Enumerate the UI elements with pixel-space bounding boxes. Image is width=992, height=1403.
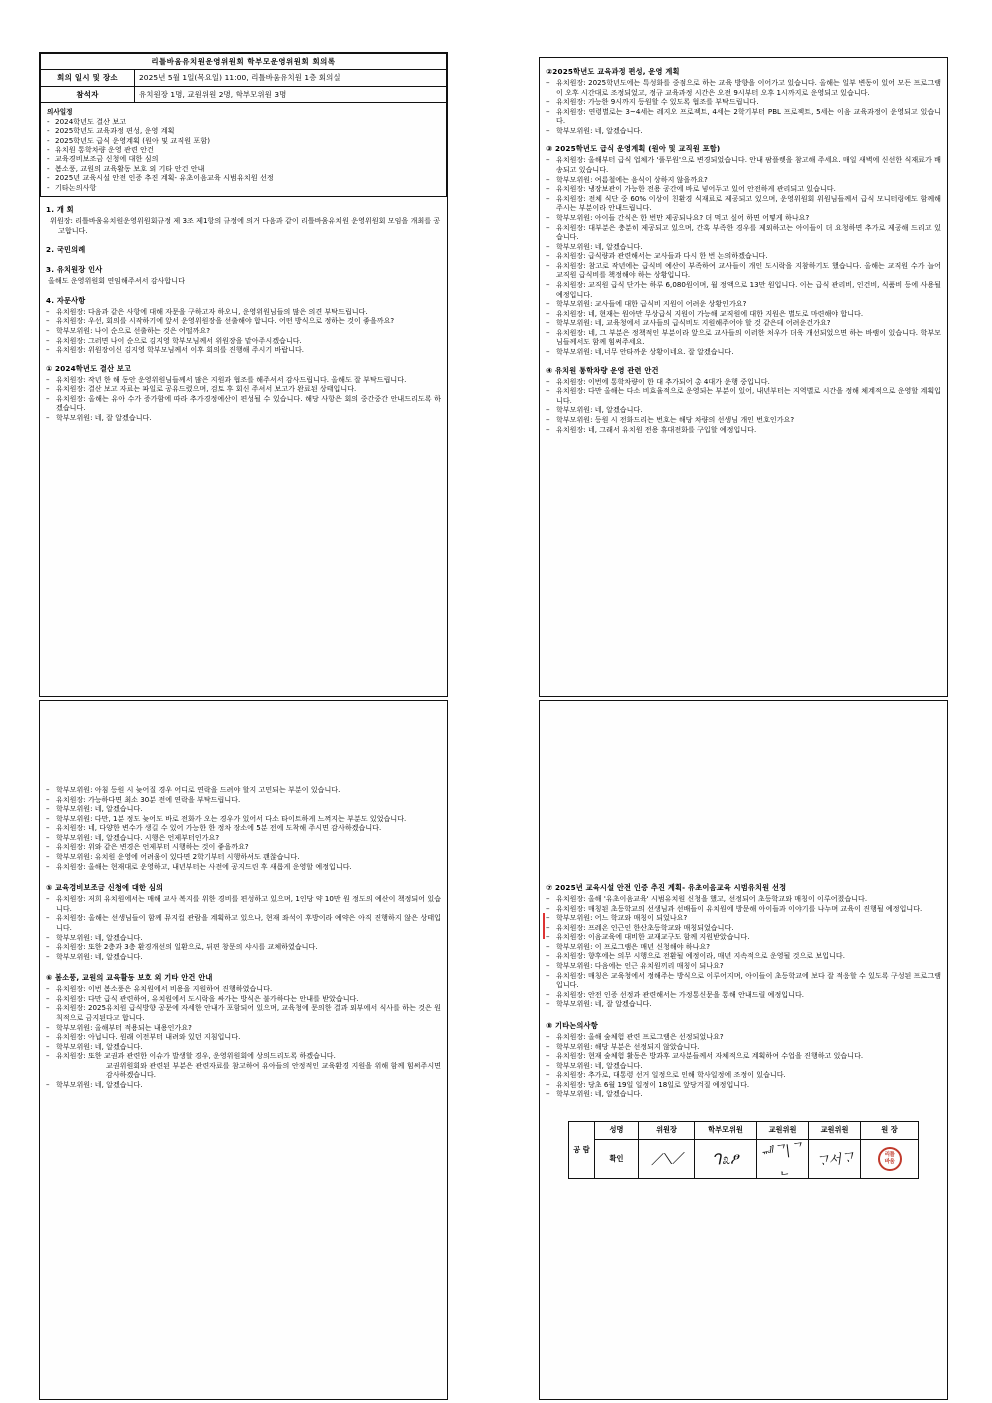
dialogue-line: – 학부모위원: 네, 알겠습니다. bbox=[46, 1080, 441, 1090]
agenda-item: - 2025학년도 급식 운영계획 (원아 및 교직원 포함) bbox=[46, 136, 441, 145]
dialogue-line: – 학부모위원: 등원 시 전화드리는 번호는 해당 차량의 선생님 개인 번호인가요? bbox=[546, 415, 941, 425]
section-heading-education-subsidy: ⑤ 교육경비보조금 신청에 대한 심의 bbox=[46, 883, 164, 893]
section-heading-opening: 1. 개 회 bbox=[46, 205, 74, 215]
dialogue-line: – 학부모위원: 네, 알겠습니다. bbox=[546, 405, 941, 415]
signature-side-label: 공 람 bbox=[569, 1121, 595, 1178]
dialogue-line: – 유치원장: 전체 식단 중 60% 이상이 친환경 식재료로 제공되고 있으며, 운영위원회 위원님들께서 급식 모니터링에도 함께해 주시는 부분이라 안내드립니다. bbox=[546, 194, 941, 213]
dialogue-line: – 학부모위원: 네, 알겠습니다. bbox=[546, 1061, 941, 1071]
dialogue-line: – 유치원장: 냉장보관이 가능한 전용 공간에 바로 넣어두고 있어 안전하게 관리되고 있습니다. bbox=[546, 184, 941, 194]
dialogue-line: – 유치원장: 위원장이신 김지영 학부모님께서 이후 회의를 진행해 주시기 바랍니다. bbox=[46, 345, 441, 355]
dialogue-line: – 학부모위원: 네, 알겠습니다. bbox=[46, 933, 441, 943]
dialogue-line: – 유치원장: 아닙니다. 원래 이전부터 내려와 있던 지침입니다. bbox=[46, 1032, 441, 1042]
section-heading-other-matters: ⑧ 기타논의사항 bbox=[546, 1020, 598, 1030]
page-1-body bbox=[40, 197, 447, 428]
section-heading-curriculum: ②2025학년도 교육과정 편성, 운영 계획 bbox=[546, 67, 680, 76]
dialogue-line: – 학부모위원: 네, 알겠습니다. bbox=[46, 952, 441, 962]
dialogue-line: – 학부모위원: 아이들 간식은 한 번만 제공되나요? 더 먹고 싶어 하면 어떻게 하나요? bbox=[546, 213, 941, 223]
dialogue-line: – 학부모위원: 네, 잘 알겠습니다. bbox=[46, 413, 441, 423]
agenda-item: - 유치원 통학차량 운영 관련 안건 bbox=[46, 145, 441, 154]
signature-block bbox=[568, 1121, 935, 1179]
meta-value-attendees: 유치원장 1명, 교원위원 2명, 학부모위원 3명 bbox=[135, 86, 447, 102]
page-3-body bbox=[40, 701, 447, 1096]
handwritten-signature: ᆐᄀ|ᄀᆫ bbox=[759, 1141, 804, 1179]
dialogue-list-school-bus bbox=[546, 377, 941, 434]
dialogue-line: – 학부모위원: 올해부터 적용되는 내용인가요? bbox=[46, 1023, 441, 1033]
dialogue-list-spring-picnic bbox=[46, 984, 441, 1089]
handwritten-signature: ⟋⟍⟋ bbox=[650, 1149, 683, 1169]
dialogue-line: – 유치원장: 매칭된 초등학교의 선생님과 선배들이 유치원에 방문해 아이들과 이야기를 나누며 교육이 진행될 예정입니다. bbox=[546, 904, 941, 914]
dialogue-line-continuation: 교권위원회와 관련된 부분은 관련자료를 참고하여 유아들의 안정적인 교육환경 지원을 위해 함께 힘써주시면 감사하겠습니다. bbox=[106, 1060, 441, 1080]
dialogue-line: – 학부모위원: 네, 알겠습니다. bbox=[546, 1089, 941, 1099]
page-title: 리틀바움유치원운영위원회 학부모운영위원회 회의록 bbox=[41, 54, 447, 70]
signature-mark-parent-member bbox=[695, 1139, 757, 1178]
dialogue-line: – 유치원장: 안전 인증 선정과 관련해서는 가정통신문을 통해 안내드릴 예정입니다. bbox=[546, 990, 941, 1000]
dialogue-line: – 유치원장: 위와 같은 변경은 언제부터 시행하는 것이 좋을까요? bbox=[46, 842, 441, 852]
page-3 bbox=[39, 700, 448, 1400]
dialogue-line: – 유치원장: 올해는 유아 수가 증가함에 따라 추가경정예산이 편성될 수 있습니다. 해당 사항은 회의 중간중간 안내드리도록 하겠습니다. bbox=[46, 394, 441, 413]
dialogue-line: – 유치원장: 이번에 통학차량이 한 대 추가되어 총 4대가 운행 중입니다. bbox=[546, 377, 941, 387]
dialogue-line: – 유치원장: 결산 보고 자료는 파일로 공유드렸으며, 검토 후 회신 주셔서 보고가 완료된 상태입니다. bbox=[46, 384, 441, 394]
section-heading-meal-plan: ③ 2025학년도 급식 운영계획 (원아 및 교직원 포함) bbox=[546, 144, 721, 154]
meta-label-datetime: 회의 일시 및 장소 bbox=[41, 70, 135, 86]
dialogue-list-safety-certification bbox=[546, 894, 941, 1009]
dialogue-line: – 학부모위원: 네, 잘 알겠습니다. bbox=[546, 999, 941, 1009]
meta-value-datetime: 2025년 5월 1일(목요일) 11:00, 리틀바움유치원 1층 회의실 bbox=[135, 70, 447, 86]
dialogue-line: – 학부모위원: 유치원 운영에 어려움이 있다면 2학기부터 시행하셔도 괜찮습니다. bbox=[46, 852, 441, 862]
dialogue-line: – 유치원장: 작년 한 해 동안 운영위원님들께서 많은 지원과 협조를 해주셔서 감사드립니다. 올해도 잘 부탁드립니다. bbox=[46, 375, 441, 385]
signature-col-chairperson: 위원장 bbox=[639, 1121, 695, 1139]
section-heading-school-bus: ④ 유치원 통학차량 운영 관련 안건 bbox=[546, 365, 659, 375]
dialogue-line: – 유치원장: 가능하다면 최소 30분 전에 연락을 부탁드립니다. bbox=[46, 795, 441, 805]
dialogue-line: – 유치원장: 네, 다양한 변수가 생길 수 있어 가능한 한 정차 장소에 5분 전에 도착해 주시면 감사하겠습니다. bbox=[46, 823, 441, 833]
document-header-table bbox=[40, 53, 447, 103]
section-text-principal-greeting: 올해도 운영위원회 연임해주셔서 감사합니다 bbox=[48, 276, 185, 286]
dialogue-line: – 유치원장: 가능한 9시까지 등원할 수 있도록 협조를 부탁드립니다. bbox=[546, 97, 941, 107]
dialogue-line: – 유치원장: 또한 2층과 3층 환경개선의 일환으로, 뒤편 창문의 샤시를 교체하였습니다. bbox=[46, 942, 441, 952]
signature-mark-teacher-member-2 bbox=[809, 1139, 861, 1178]
dialogue-line: – 유치원장: 매칭은 교육청에서 정해주는 방식으로 이루어지며, 아이들이 초등학교에 보다 잘 적응할 수 있도록 구성된 프로그램입니다. bbox=[546, 971, 941, 990]
dialogue-line: – 유치원장: 다만 급식 관련하여, 유치원에서 도시락을 싸가는 방식은 불가하다는 안내를 받았습니다. bbox=[46, 994, 441, 1004]
page-2 bbox=[539, 57, 948, 697]
signature-col-name: 성명 bbox=[595, 1121, 639, 1139]
dialogue-line: – 학부모위원: 이 프로그램은 매년 신청해야 하나요? bbox=[546, 942, 941, 952]
dialogue-line: – 학부모위원: 네, 교육청에서 교사들의 급식비도 지원해주어야 할 것 같은데 어려운건가요? bbox=[546, 318, 941, 328]
page-4-body bbox=[540, 701, 947, 1185]
dialogue-line: – 유치원장: 올해는 선생님들이 함께 뮤지컬 관람을 계획하고 있으나, 현재 좌석이 후방이라 예약은 아직 진행하지 않은 상태입니다. bbox=[46, 913, 441, 932]
dialogue-line: – 학부모위원: 나이 순으로 선출하는 것은 어떨까요? bbox=[46, 326, 441, 336]
signature-table bbox=[568, 1121, 919, 1179]
agenda-title: 의사일정 bbox=[47, 107, 73, 116]
dialogue-line: – 학부모위원: 네, 알겠습니다. bbox=[546, 242, 941, 252]
dialogue-line: – 학부모위원: 네, 알겠습니다. bbox=[46, 804, 441, 814]
signature-col-principal: 원 장 bbox=[861, 1121, 919, 1139]
dialogue-line: – 유치원장: 대부분은 충분히 제공되고 있으며, 간혹 부족한 경우를 제외하고는 아이들이 더 요청하면 추가로 제공해 드리고 있습니다. bbox=[546, 223, 941, 242]
dialogue-line: – 유치원장: 이번 봄소풍은 유치원에서 비용을 지원하여 진행하였습니다. bbox=[46, 984, 441, 994]
section-heading-advisory: 4. 자문사항 bbox=[46, 295, 86, 305]
dialogue-line: – 학부모위원: 네, 알겠습니다. bbox=[546, 126, 941, 136]
agenda-item: - 2024학년도 결산 보고 bbox=[46, 117, 441, 126]
signature-col-teacher-member-1: 교원위원 bbox=[757, 1121, 809, 1139]
dialogue-line: – 학부모위원: 여름철에는 음식이 상하지 않을까요? bbox=[546, 175, 941, 185]
agenda-block bbox=[40, 103, 447, 197]
dialogue-line: – 유치원장: 이음교육에 대비한 교재교구도 함께 지원받았습니다. bbox=[546, 932, 941, 942]
dialogue-line: – 유치원장: 당초 6월 19일 일정이 18일로 앞당겨질 예정입니다. bbox=[546, 1080, 941, 1090]
dialogue-line: – 학부모위원: 아침 등원 시 늦어질 경우 어디로 연락을 드려야 할지 고민되는 부분이 있습니다. bbox=[46, 785, 441, 795]
dialogue-line: – 학부모위원: 다만, 1분 정도 늦어도 바로 전화가 오는 경우가 있어서 다소 타이트하게 느껴지는 부분도 있었습니다. bbox=[46, 814, 441, 824]
dialogue-line: – 학부모위원: 어느 학교와 매칭이 되었나요? bbox=[546, 913, 941, 923]
dialogue-list-settlement bbox=[46, 375, 441, 423]
dialogue-line: – 유치원장: 교직원 급식 단가는 하루 6,080원이며, 월 정액으로 13만 원입니다. 이는 급식 관리비, 인건비, 식품비 등에 사용될 예정입니다. bbox=[546, 280, 941, 299]
agenda-item: - 2025년 교육시설 안전 인증 추진 계획- 유초이음교육 시범유치원 선정 bbox=[46, 173, 441, 182]
agenda-item: - 기타논의사항 bbox=[46, 183, 441, 192]
dialogue-line: – 유치원장: 다만 올해는 다소 비효율적으로 운영되는 부분이 있어, 내년부터는 지역별로 시간을 정해 체계적으로 운영할 계획입니다. bbox=[546, 386, 941, 405]
dialogue-line: – 유치원장: 다음과 같은 사항에 대해 자문을 구하고자 하오니, 운영위원님들의 많은 의견 부탁드립니다. bbox=[46, 307, 441, 317]
dialogue-line: – 유치원장: 올해부터 급식 업체가 '풀무원'으로 변경되었습니다. 안내 팜플렛을 참고해 주세요. 매일 새벽에 신선한 식재료가 배송되고 있습니다. bbox=[546, 155, 941, 174]
agenda-list bbox=[46, 117, 441, 192]
signature-mark-teacher-member-1 bbox=[757, 1139, 809, 1178]
dialogue-line: – 유치원장: 연령별로는 3~4세는 레지오 프로젝트, 4세는 2학기부터 PBL 프로젝트, 5세는 이음 교육과정이 운영되고 있습니다. bbox=[546, 107, 941, 126]
dialogue-line: – 학부모위원: 네, 알겠습니다. 시행은 언제부터인가요? bbox=[46, 833, 441, 843]
agenda-item: - 2025학년도 교육과정 편성, 운영 계획 bbox=[46, 126, 441, 135]
meta-label-attendees: 참석자 bbox=[41, 86, 135, 102]
dialogue-line: – 유치원장: 저희 유치원에서는 매해 교사 복지를 위한 경비를 편성하고 있으며, 1인당 약 10만 원 정도의 예산이 책정되어 있습니다. bbox=[46, 894, 441, 913]
dialogue-list-advisory bbox=[46, 307, 441, 355]
section-heading-safety-certification: ⑦ 2025년 교육시설 안전 인증 추진 계획- 유초이음교육 시범유치원 선정 bbox=[546, 883, 787, 892]
section-text-opening: 위원장: 리틀바움유치원운영위원회규정 제 3조 제1항의 규정에 의거 다음과 같이 리틀바움유치원 운영위원회 모임을 개최를 공고합니다. bbox=[50, 216, 441, 235]
dialogue-list-education-subsidy bbox=[46, 894, 441, 961]
dialogue-line: – 유치원장: 네, 현재는 원아만 무상급식 지원이 가능해 교직원에 대한 지원은 별도로 마련해야 합니다. bbox=[546, 309, 941, 319]
signature-stamp-principal bbox=[861, 1139, 919, 1178]
section-heading-national-ceremony: 2. 국민의례 bbox=[46, 245, 86, 255]
agenda-item: - 교육경비보조금 신청에 대한 심의 bbox=[46, 154, 441, 163]
dialogue-list-other-matters bbox=[546, 1032, 941, 1099]
dialogue-line: – 학부모위원: 네,너무 안타까운 상황이네요. 잘 알겠습니다. bbox=[546, 347, 941, 357]
signature-col-parent-member: 학부모위원 bbox=[695, 1121, 757, 1139]
dialogue-line: – 학부모위원: 네, 알겠습니다. bbox=[46, 1042, 441, 1052]
page-4 bbox=[539, 700, 948, 1400]
dialogue-line: – 유치원장: 네, 그래서 유치원 전용 휴대전화를 구입할 예정입니다. bbox=[546, 425, 941, 435]
dialogue-line: – 학부모위원: 다음에는 인근 유치원끼리 매칭이 되나요? bbox=[546, 961, 941, 971]
dialogue-line: – 학부모위원: 교사들에 대한 급식비 지원이 어려운 상황인가요? bbox=[546, 299, 941, 309]
dialogue-line: – 유치원장: 2025학년도에는 특성화를 중점으로 하는 교육 방향을 이어가고 있습니다. 올해는 일부 변동이 있어 모든 프로그램이 오후 시간대로 조정되었고, 정규 교육과정 시간은 오전 9시부터 오후 1시까지로 운영되고 있습니다. bbox=[546, 78, 941, 97]
signature-col-teacher-member-2: 교원위원 bbox=[809, 1121, 861, 1139]
dialogue-line: – 학부모위원: 해당 부분은 선정되지 않았습니다. bbox=[546, 1042, 941, 1052]
official-seal-stamp: 리틀 바움 bbox=[878, 1147, 902, 1171]
page-2-body bbox=[540, 58, 947, 440]
section-heading-settlement-report: ① 2024학년도 결산 보고 bbox=[46, 363, 132, 373]
section-heading-spring-picnic: ⑥ 봄소풍, 교원의 교육활동 보호 외 기타 안건 안내 bbox=[46, 973, 213, 983]
section-heading-principal-greeting: 3. 유치원장 인사 bbox=[46, 265, 103, 275]
agenda-item: - 봄소풍, 교원의 교육활동 보호 외 기타 안건 안내 bbox=[46, 164, 441, 173]
dialogue-line: – 유치원장: 추가로, 대통령 선거 일정으로 인해 학사일정에 조정이 있습니다. bbox=[546, 1070, 941, 1080]
margin-mark bbox=[543, 913, 545, 939]
dialogue-line: – 유치원장: 향후에는 의무 시행으로 전환될 예정이라, 매년 지속적으로 운영될 것으로 보입니다. bbox=[546, 951, 941, 961]
dialogue-line: – 유치원장: 2025유치원 급식방향 공문에 자세한 안내가 포함되어 있으며, 교육청에 문의한 결과 외부에서 식사를 하는 것은 원칙적으로 금지된다고 합니다. bbox=[46, 1003, 441, 1022]
dialogue-line: – 유치원장: 또한 교권과 관련한 이슈가 발생할 경우, 운영위원회에 상의드리도록 하겠습니다. bbox=[46, 1051, 441, 1061]
signature-value-row bbox=[569, 1139, 919, 1178]
dialogue-line: – 유치원장: 현재 숲체험 활동은 방과후 교사분들께서 자체적으로 계획하여 수업을 진행하고 있습니다. bbox=[546, 1051, 941, 1061]
dialogue-line: – 유치원장: 올해 '유초이음교육' 시범유치원 신청을 했고, 선정되어 초등학교와 매칭이 이루어졌습니다. bbox=[546, 894, 941, 904]
dialogue-line: – 유치원장: 그러면 나이 순으로 김지영 학부모님께서 위원장을 맡아주시겠습니다. bbox=[46, 336, 441, 346]
handwritten-signature: ᒉ೩ፆ bbox=[711, 1149, 740, 1169]
dialogue-list-curriculum bbox=[546, 78, 941, 135]
handwritten-signature: ᄀᆞ서ᄀᆞ bbox=[815, 1151, 855, 1171]
signature-row-label: 확인 bbox=[595, 1139, 639, 1178]
page-1 bbox=[39, 52, 448, 697]
dialogue-line: – 유치원장: 참고로 작년에는 급식비 예산이 부족하여 교사들이 개인 도시락을 지참하기도 했습니다. 올해는 교직원 수가 늘어 교직원 급식비를 책정해야 하는 상황입니다. bbox=[546, 261, 941, 280]
dialogue-list-meal-plan bbox=[546, 155, 941, 356]
dialogue-line: – 유치원장: 프레온 인근인 한산초등학교와 매칭되었습니다. bbox=[546, 923, 941, 933]
signature-header-row bbox=[569, 1121, 919, 1139]
dialogue-line: – 유치원장: 급식량과 관련해서는 교사들과 다시 한 번 논의하겠습니다. bbox=[546, 251, 941, 261]
dialogue-line: – 유치원장: 네, 그 부분은 정책적인 부분이라 앞으로 교사들의 이러한 처우가 더욱 개선되었으면 하는 바램이 있습니다. 학부모님들께서도 함께 힘써주세요. bbox=[546, 328, 941, 347]
dialogue-line: – 유치원장: 올해는 현재대로 운영하고, 내년부터는 사전에 공지드린 후 새롭게 운영할 예정입니다. bbox=[46, 862, 441, 872]
dialogue-line: – 유치원장: 우선, 회의를 시작하기에 앞서 운영위원장을 선출해야 합니다. 어떤 방식으로 정하는 것이 좋을까요? bbox=[46, 316, 441, 326]
dialogue-line: – 유치원장: 올해 숲체험 관련 프로그램은 선정되었나요? bbox=[546, 1032, 941, 1042]
signature-mark-chairperson bbox=[639, 1139, 695, 1178]
dialogue-list-bus-continued bbox=[46, 785, 441, 871]
